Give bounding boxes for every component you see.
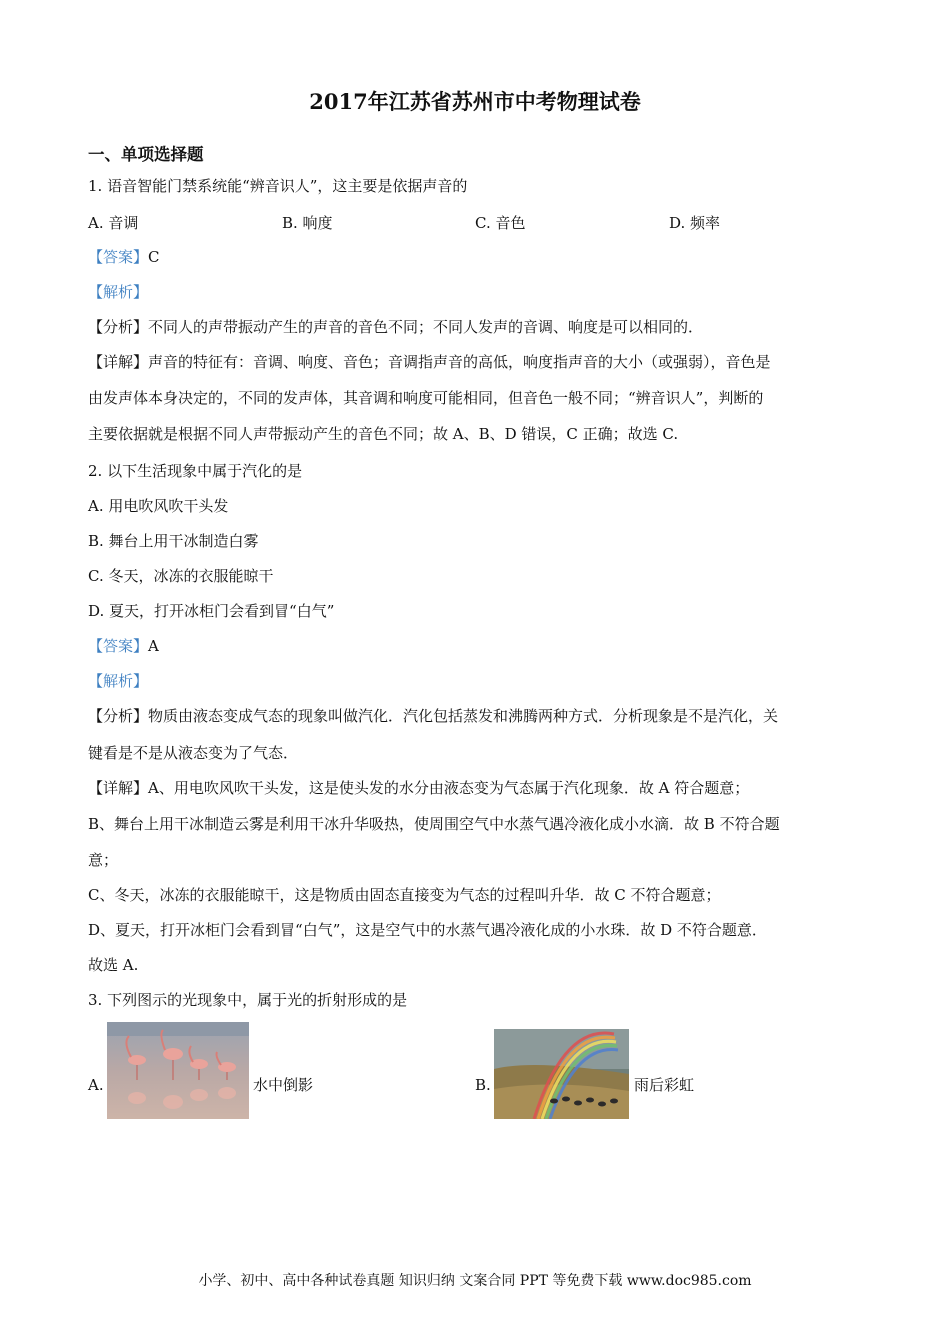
q1-option-d: D. 频率: [669, 214, 721, 232]
xiangjie-tag: 【详解】: [88, 779, 149, 797]
fenxi-text: 物质由液态变成气态的现象叫做汽化．汽化包括蒸发和沸腾两种方式．分析现象是不是汽化，关: [148, 707, 779, 725]
q2-xiangjie-line-3: 意；: [88, 851, 119, 869]
q2-conclusion: 故选 A.: [88, 956, 139, 974]
q1-answer: [88, 247, 160, 267]
q2-xiangjie-line-4: C、冬天，冰冻的衣服能晾干，这是物质由固态直接变为气态的过程叫升华．故 C 不符合题意；: [88, 886, 721, 904]
q1-fenxi: [88, 317, 703, 337]
answer-value: A: [148, 637, 159, 655]
q2-xiangjie-line-1: [88, 778, 749, 798]
page-title: 2017年江苏省苏州市中考物理试卷: [309, 89, 641, 114]
q3-option-b-caption: 雨后彩虹: [634, 1076, 695, 1094]
q1-xiangjie-line-1: [88, 352, 771, 372]
fenxi-text: 不同人的声带振动产生的声音的音色不同；不同人发声的音调、响度是可以相同的．: [148, 318, 704, 336]
q3-option-a-caption: 水中倒影: [253, 1076, 314, 1094]
answer-tag: 【答案】: [88, 248, 149, 266]
fenxi-tag: 【分析】: [88, 318, 149, 336]
q1-analysis-tag: 【解析】: [88, 283, 149, 301]
xiangjie-text: 声音的特征有：音调、响度、音色；音调指声音的高低，响度指声音的大小（或强弱），音色是: [148, 353, 771, 371]
q3-option-a-label: A.: [88, 1076, 104, 1094]
rainbow-image: [494, 1029, 629, 1119]
q2-xiangjie-line-2: B、舞台上用干冰制造云雾是利用干冰升华吸热，使周围空气中水蒸气遇冷液化成小水滴．故 B 不符合题: [88, 815, 780, 833]
q2-stem: 2. 以下生活现象中属于汽化的是: [88, 462, 303, 480]
footer-text: 小学、初中、高中各种试卷真题 知识归纳 文案合同 PPT 等免费下载 www.doc985.com: [198, 1273, 752, 1289]
q1-stem: 1. 语音智能门禁系统能“辨音识人”，这主要是依据声音的: [88, 177, 468, 195]
q2-fenxi-line-1: [88, 706, 778, 726]
q1-option-b: B. 响度: [282, 214, 333, 232]
q1-option-a: A. 音调: [88, 214, 139, 232]
xiangjie-text: A、用电吹风吹干头发，这是使头发的水分由液态变为气态属于汽化现象．故 A 符合题意；: [148, 779, 750, 797]
q2-analysis-tag: 【解析】: [88, 672, 149, 690]
q2-option-b: B. 舞台上用干冰制造白雾: [88, 532, 259, 550]
q2-answer: [88, 636, 159, 656]
q2-fenxi-line-2: 键看是不是从液态变为了气态．: [88, 744, 299, 762]
q3-option-b-label: B.: [475, 1076, 491, 1094]
q1-option-c: C. 音色: [475, 214, 526, 232]
xiangjie-tag: 【详解】: [88, 353, 149, 371]
q2-option-c: C. 冬天，冰冻的衣服能晾干: [88, 567, 274, 585]
section-heading: 一、单项选择题: [88, 145, 204, 164]
q1-xiangjie-line-2: 由发声体本身决定的，不同的发声体，其音调和响度可能相同，但音色一般不同；“辨音识人”，判断的: [88, 389, 764, 407]
answer-tag: 【答案】: [88, 637, 149, 655]
q1-xiangjie-line-3: 主要依据就是根据不同人声带振动产生的音色不同；故 A、B、D 错误，C 正确；故选 C.: [88, 425, 679, 443]
q2-xiangjie-line-5: D、夏天，打开冰柜门会看到冒“白气”，这是空气中的水蒸气遇冷液化成的小水珠．故 D 不符合题意．: [88, 921, 767, 939]
q3-stem: 3. 下列图示的光现象中，属于光的折射形成的是: [88, 991, 408, 1009]
q2-option-d: D. 夏天，打开冰柜门会看到冒“白气”: [88, 602, 335, 620]
answer-value: C: [148, 248, 160, 266]
fenxi-tag: 【分析】: [88, 707, 149, 725]
flamingo-reflection-image: [107, 1022, 249, 1119]
q2-option-a: A. 用电吹风吹干头发: [88, 497, 229, 515]
